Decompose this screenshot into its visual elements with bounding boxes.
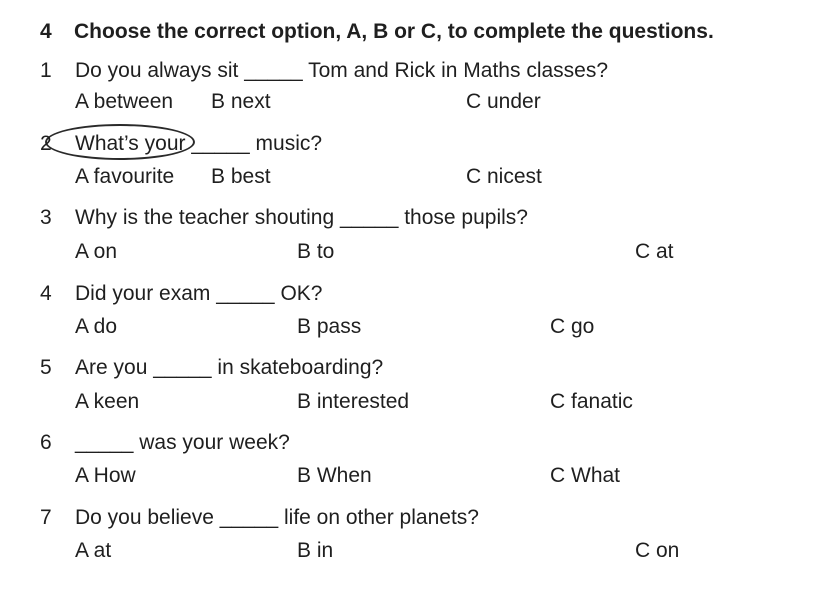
question-text: Do you believe _____ life on other planets? (75, 506, 479, 529)
option-c: C go (550, 315, 595, 338)
question-number: 7 (40, 506, 52, 529)
question-text: What’s your _____ music? (75, 132, 323, 155)
option-c: C What (550, 464, 621, 487)
question-number: 5 (40, 356, 52, 379)
option-c: C nicest (466, 165, 542, 188)
option-c: C at (635, 240, 674, 263)
question-text: Why is the teacher shouting _____ those pupils? (75, 206, 528, 229)
question-number: 4 (40, 282, 52, 305)
option-c: C fanatic (550, 390, 633, 413)
option-b: B next (211, 90, 271, 113)
question-text: _____ was your week? (75, 431, 290, 454)
exercise-number: 4 (40, 20, 52, 43)
question-number: 3 (40, 206, 52, 229)
option-a: A between (75, 90, 174, 113)
question-number: 6 (40, 431, 52, 454)
question-text: Did your exam _____ OK? (75, 282, 323, 305)
exercise-heading (40, 20, 714, 44)
option-b: B in (297, 539, 334, 562)
option-c: C on (635, 539, 680, 562)
question-number: 2 (40, 132, 52, 155)
option-a: A favourite (75, 165, 175, 188)
option-a: A keen (75, 390, 140, 413)
option-a: A on (75, 240, 118, 263)
option-b: B pass (297, 315, 362, 338)
question-text: Are you _____ in skateboarding? (75, 356, 384, 379)
option-b: B best (211, 165, 271, 188)
option-b: B to (297, 240, 335, 263)
question-text: Do you always sit _____ Tom and Rick in Maths classes? (75, 59, 609, 82)
option-a: A at (75, 539, 112, 562)
option-a: A How (75, 464, 136, 487)
option-a: A do (75, 315, 118, 338)
option-c: C under (466, 90, 541, 113)
exercise-instruction: Choose the correct option, A, B or C, to complete the questions. (74, 20, 714, 43)
question-number: 1 (40, 59, 52, 82)
option-b: B interested (297, 390, 410, 413)
option-b: B When (297, 464, 372, 487)
